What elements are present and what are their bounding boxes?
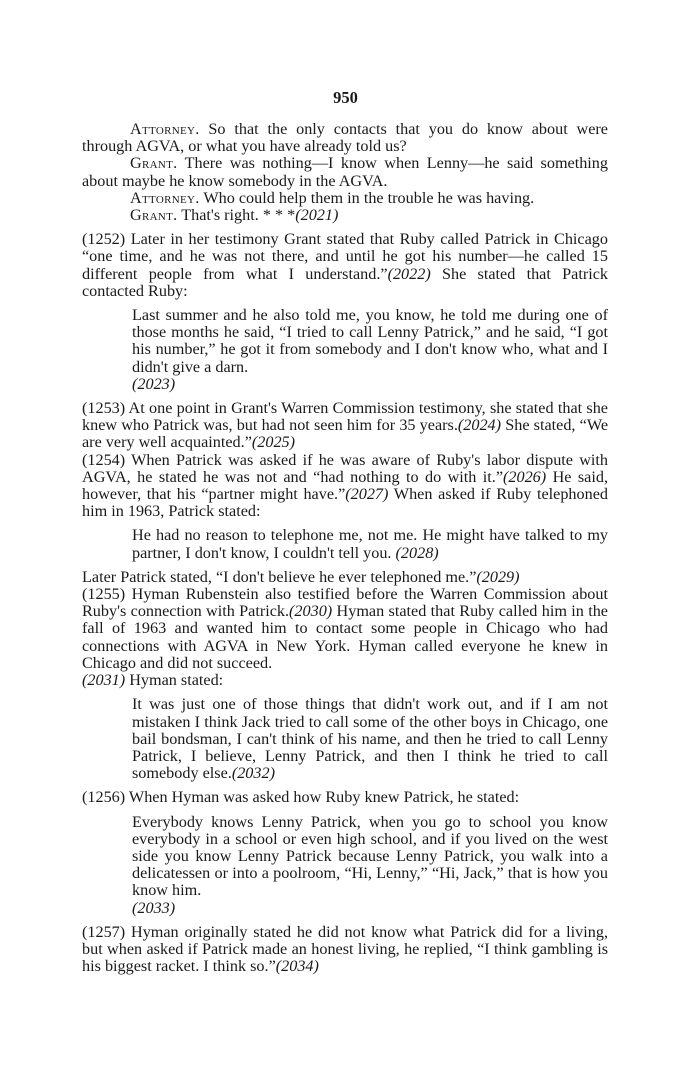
paragraph-1253 — [82, 400, 608, 452]
speaker-label: Attorney. — [130, 188, 200, 207]
citation: (2032) — [231, 764, 275, 783]
paragraph-number: (1256) — [82, 788, 126, 807]
dialogue-text: Who could help them in the trouble he was having. — [199, 188, 535, 207]
citation: (2025) — [251, 433, 296, 452]
dialogue-line — [82, 207, 608, 224]
paragraph-1256 — [82, 789, 608, 806]
paragraph-text: Hyman stated that Ruby called him in the fall of 1963 and wanted him to contact some people in Chicago who had connections with AGVA in New York. Hyman called everyone he knew in Chicago and did not succeed. — [82, 602, 608, 672]
speaker-label: Attorney. — [130, 120, 200, 138]
citation: (2026) — [503, 467, 547, 486]
paragraph-text: At one point in Grant's Warren Commission testimony, she stated that she knew who Patrick was, but had not seen him for 35 years. — [82, 399, 608, 435]
citation: (2033) — [132, 898, 176, 917]
dialogue-text: So that the only contacts that you do know about were through AGVA, or what you have already told us? — [82, 120, 608, 156]
paragraph-1252 — [82, 231, 608, 300]
paragraph-number: (1257) — [82, 922, 126, 941]
dialogue-text: That's right. * * * — [177, 206, 296, 225]
block-quote — [132, 814, 608, 917]
paragraph-later — [82, 569, 608, 586]
dialogue-line — [82, 190, 608, 207]
citation: (2034) — [275, 957, 319, 976]
quote-text: He had no reason to telephone me, not me. He might have talked to my partner, I don't know, I couldn't tell you. — [132, 526, 608, 562]
citation: (2022) — [387, 264, 431, 283]
page-number: 950 — [333, 88, 358, 107]
citation: (2028) — [395, 543, 439, 562]
paragraph-text: When Patrick was asked if he was aware of Ruby's labor dispute with AGVA, he stated he was not and “had nothing to do with it.” — [82, 450, 608, 486]
block-quote — [132, 307, 608, 393]
text-column — [82, 121, 608, 975]
quote-text: Everybody knows Lenny Patrick, when you go to school you know everybody in a school or even high school, and if you lived on the west side you know Lenny Patrick because Lenny Patrick, you walk into a delicatessen or into a poolroom, “Hi, Lenny,” “Hi, Jack,” that is how you know him. — [132, 812, 608, 900]
paragraph-text: When Hyman was asked how Ruby knew Patrick, he stated: — [125, 788, 520, 807]
citation: (2021) — [295, 206, 339, 225]
quote-text: It was just one of those things that didn't work out, and if I am not mistaken I think Jack tried to call some of the other boys in Chicago, one bail bondsman, I can't think of his name, and then he tried to call Lenny Patrick, I believe, Lenny Patrick, and then I think he tried to call somebody else. — [132, 695, 608, 783]
paragraph-number: (1252) — [82, 230, 126, 249]
paragraph-text: Hyman Rubenstein also testified before the Warren Commission about Ruby's connection with Patrick. — [82, 585, 608, 621]
paragraph-1255 — [82, 586, 608, 689]
citation: (2030) — [289, 602, 333, 621]
citation: (2023) — [132, 374, 176, 393]
paragraph-text: Hyman originally stated he did not know what Patrick did for a living, but when asked if Patrick made an honest living, he replied, “I think gambling is his biggest racket. I think so.” — [82, 922, 608, 976]
paragraph-text: When asked if Ruby telephoned him in 1963, Patrick stated: — [82, 485, 608, 521]
citation: (2024) — [457, 416, 502, 435]
speaker-label: Grant. — [130, 154, 178, 173]
citation: (2029) — [476, 567, 520, 586]
quote-text: Last summer and he also told me, you know, he told me during one of those months he said, “I tried to call Lenny Patrick,” and he said, “I got his number,” he got it from somebody and I don't know who, what and I didn't give a darn. — [132, 306, 608, 376]
paragraph-text: Hyman stated: — [125, 671, 224, 690]
paragraph-number: (1255) — [82, 585, 126, 604]
citation: (2031) — [82, 671, 126, 690]
paragraph-1254 — [82, 452, 608, 521]
paragraph-text: She stated, “We are very well acquainted.” — [82, 416, 609, 452]
paragraph-text: Later in her testimony Grant stated that Ruby called Patrick in Chicago “one time, and he was not there, and until he got his number—he called 15 different people from what I understand.” — [82, 230, 608, 283]
paragraph-1257 — [82, 924, 608, 976]
block-quote — [132, 696, 608, 782]
citation: (2027) — [345, 485, 389, 504]
dialogue-line — [82, 155, 608, 189]
paragraph-text: She stated that Patrick contacted Ruby: — [82, 264, 608, 300]
dialogue-line — [82, 121, 608, 155]
dialogue-text: There was nothing—I know when Lenny—he said something about maybe he know somebody in the AGVA. — [82, 154, 608, 190]
paragraph-number: (1254) — [82, 450, 126, 469]
paragraph-text: Later Patrick stated, “I don't believe he ever telephoned me.” — [82, 567, 477, 586]
block-quote — [132, 527, 608, 561]
paragraph-number: (1253) — [82, 399, 126, 418]
speaker-label: Grant. — [130, 206, 178, 225]
paragraph-text: He said, however, that his “partner might have.” — [82, 467, 608, 504]
